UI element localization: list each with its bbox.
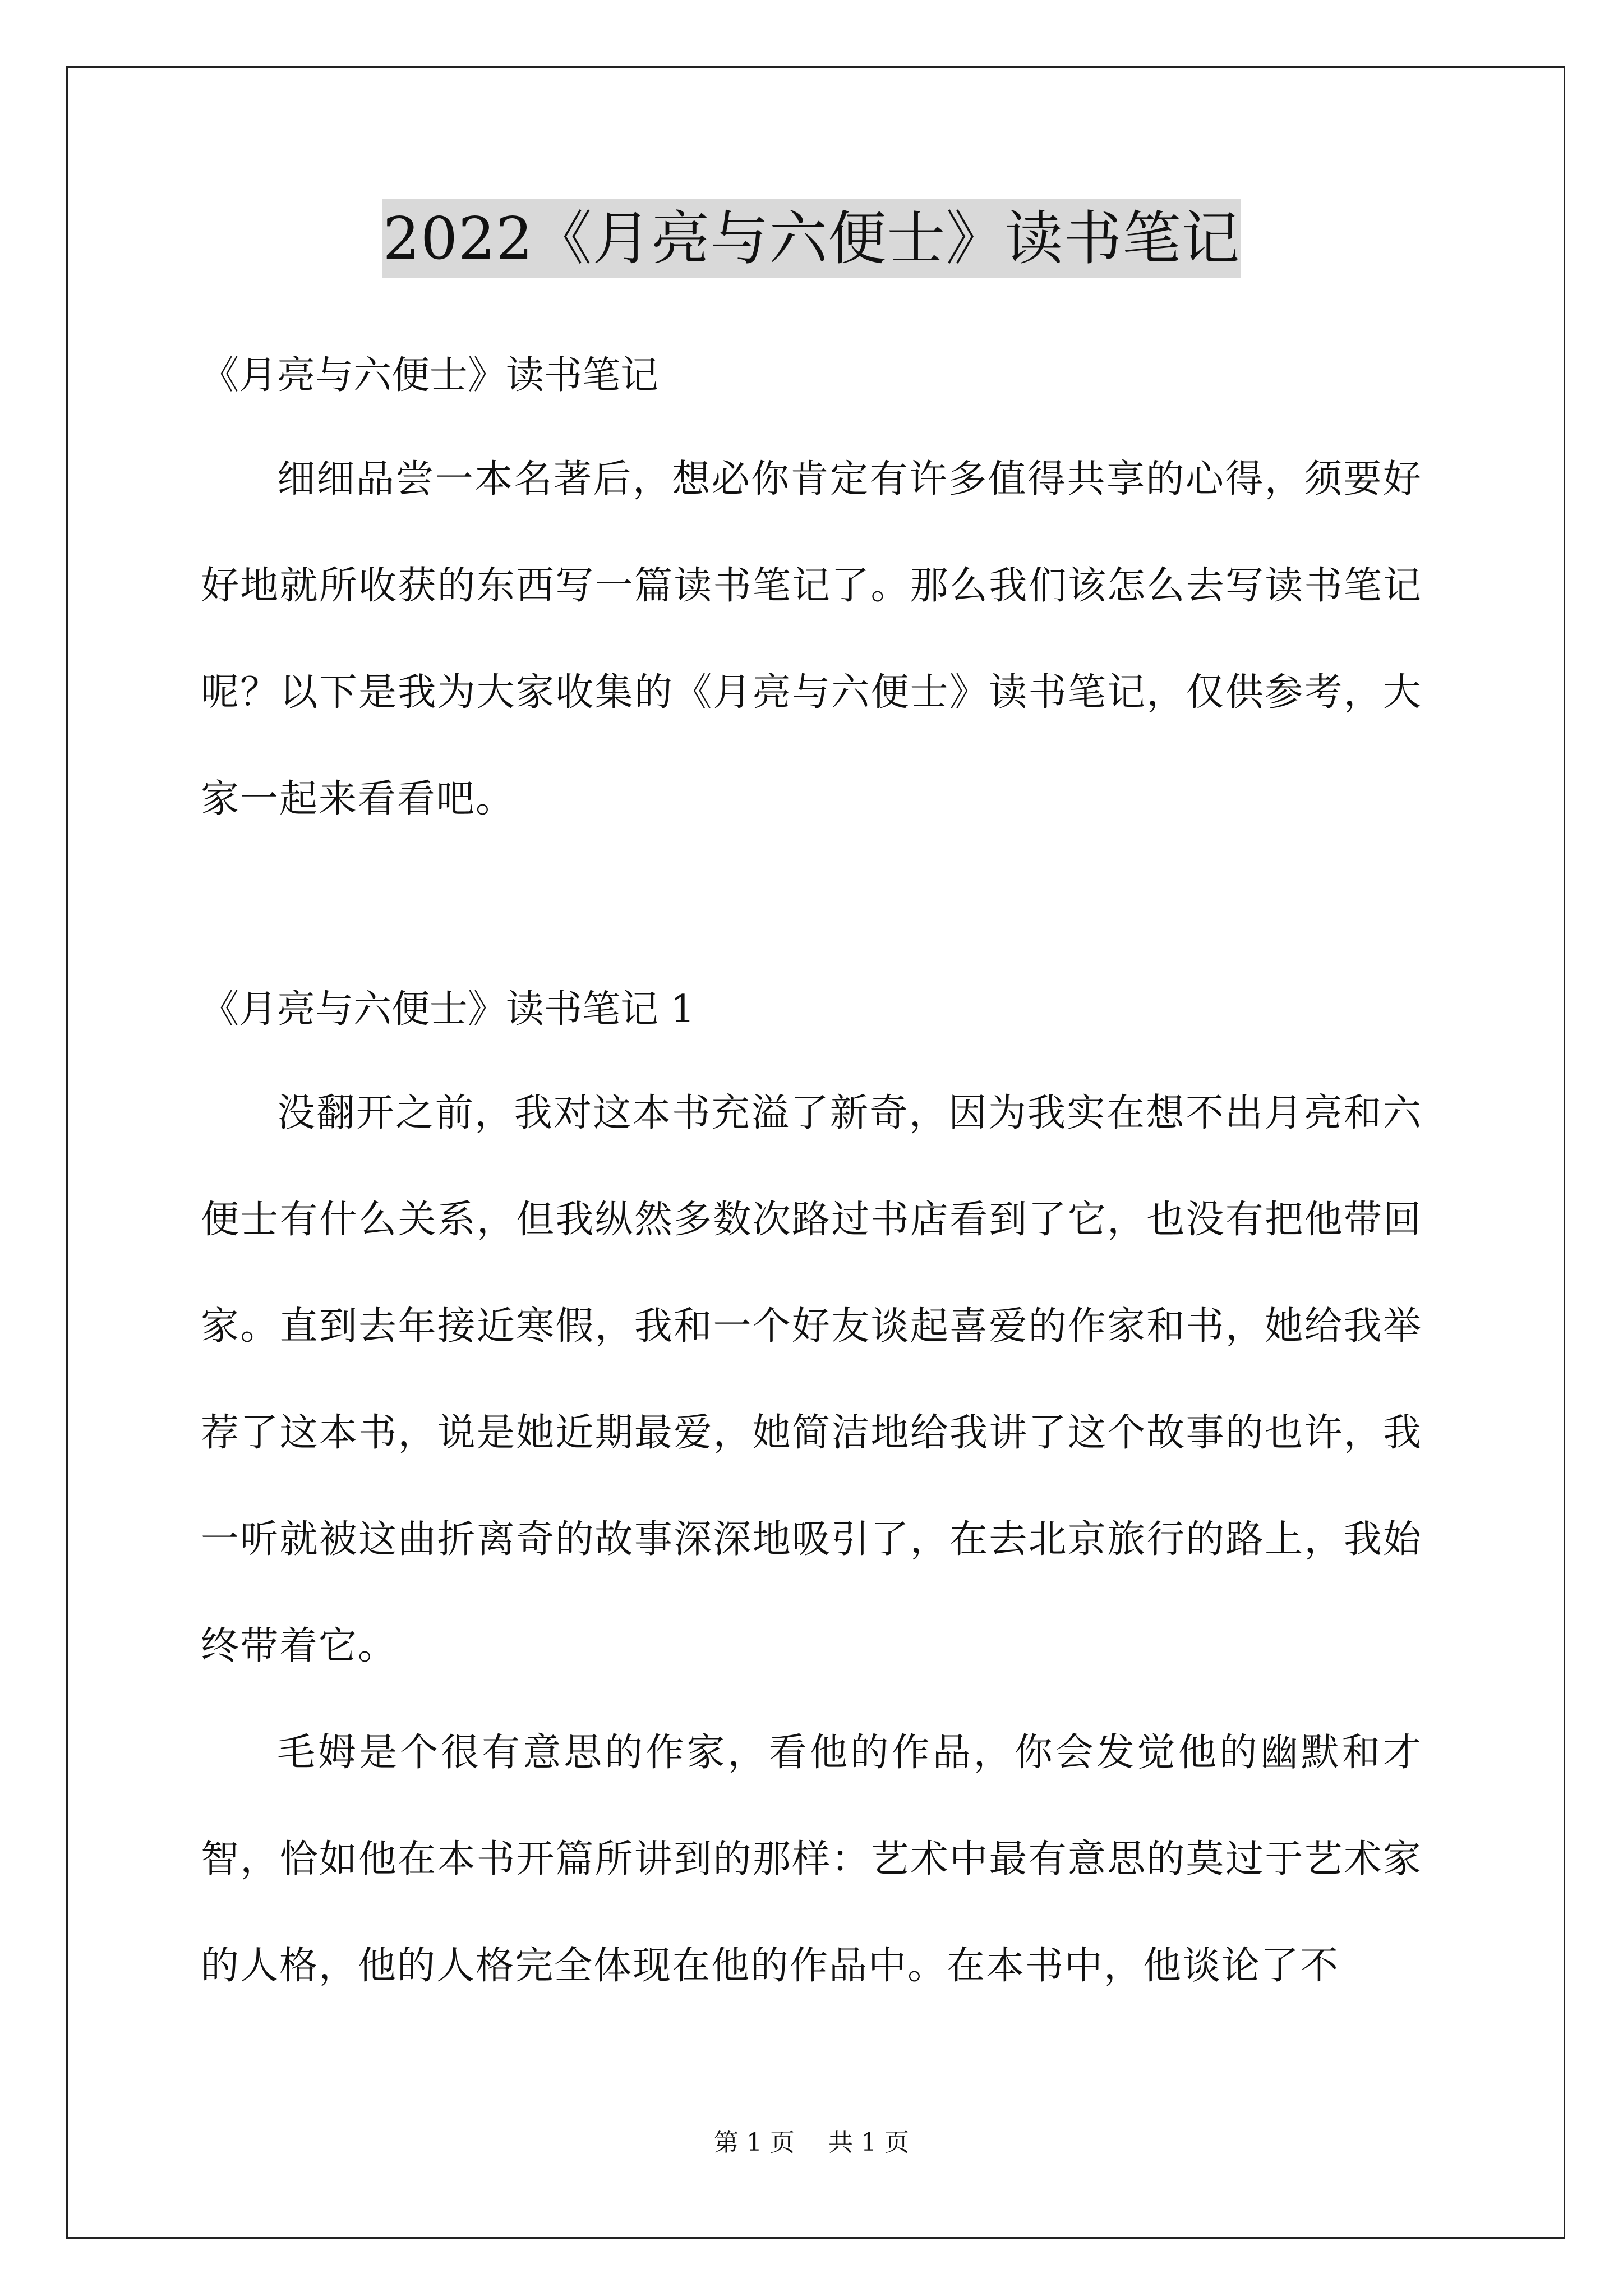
page-number: 第 1 页: [714, 2128, 795, 2157]
document-title: 2022《月亮与六便士》读书笔记: [382, 199, 1242, 278]
intro-heading: 《月亮与六便士》读书笔记: [201, 353, 659, 398]
section1-paragraph-2: 毛姆是个很有意思的作家，看他的作品，你会发觉他的幽默和才智，恰如他在本书开篇所讲到的那样：艺术中最有意思的莫过于艺术家的人格，他的人格完全体现在他的作品中。在本书中，他谈论了不: [201, 1731, 1422, 1988]
section1-heading: 《月亮与六便士》读书笔记 1: [201, 987, 695, 1032]
document-body: [201, 314, 1422, 2019]
intro-paragraph: 细细品尝一本名著后，想必你肯定有许多值得共享的心得，须要好好地就所收获的东西写一篇读书笔记了。那么我们该怎么去写读书笔记呢？以下是我为大家收集的《月亮与六便士》读书笔记，仅供参考，大家一起来看看吧。: [201, 457, 1422, 821]
page-footer: [0, 2126, 1623, 2160]
page-total: 共 1 页: [828, 2128, 909, 2157]
section1-paragraph-1: 没翻开之前，我对这本书充溢了新奇，因为我实在想不出月亮和六便士有什么关系，但我纵然多数次路过书店看到了它，也没有把他带回家。直到去年接近寒假，我和一个好友谈起喜爱的作家和书，她给我举荐了这本书，说是她近期最爱，她简洁地给我讲了这个故事的也许，我一听就被这曲折离奇的故事深深地吸引了，在去北京旅行的路上，我始终带着它。: [201, 1091, 1422, 1668]
title-container: [0, 199, 1623, 278]
